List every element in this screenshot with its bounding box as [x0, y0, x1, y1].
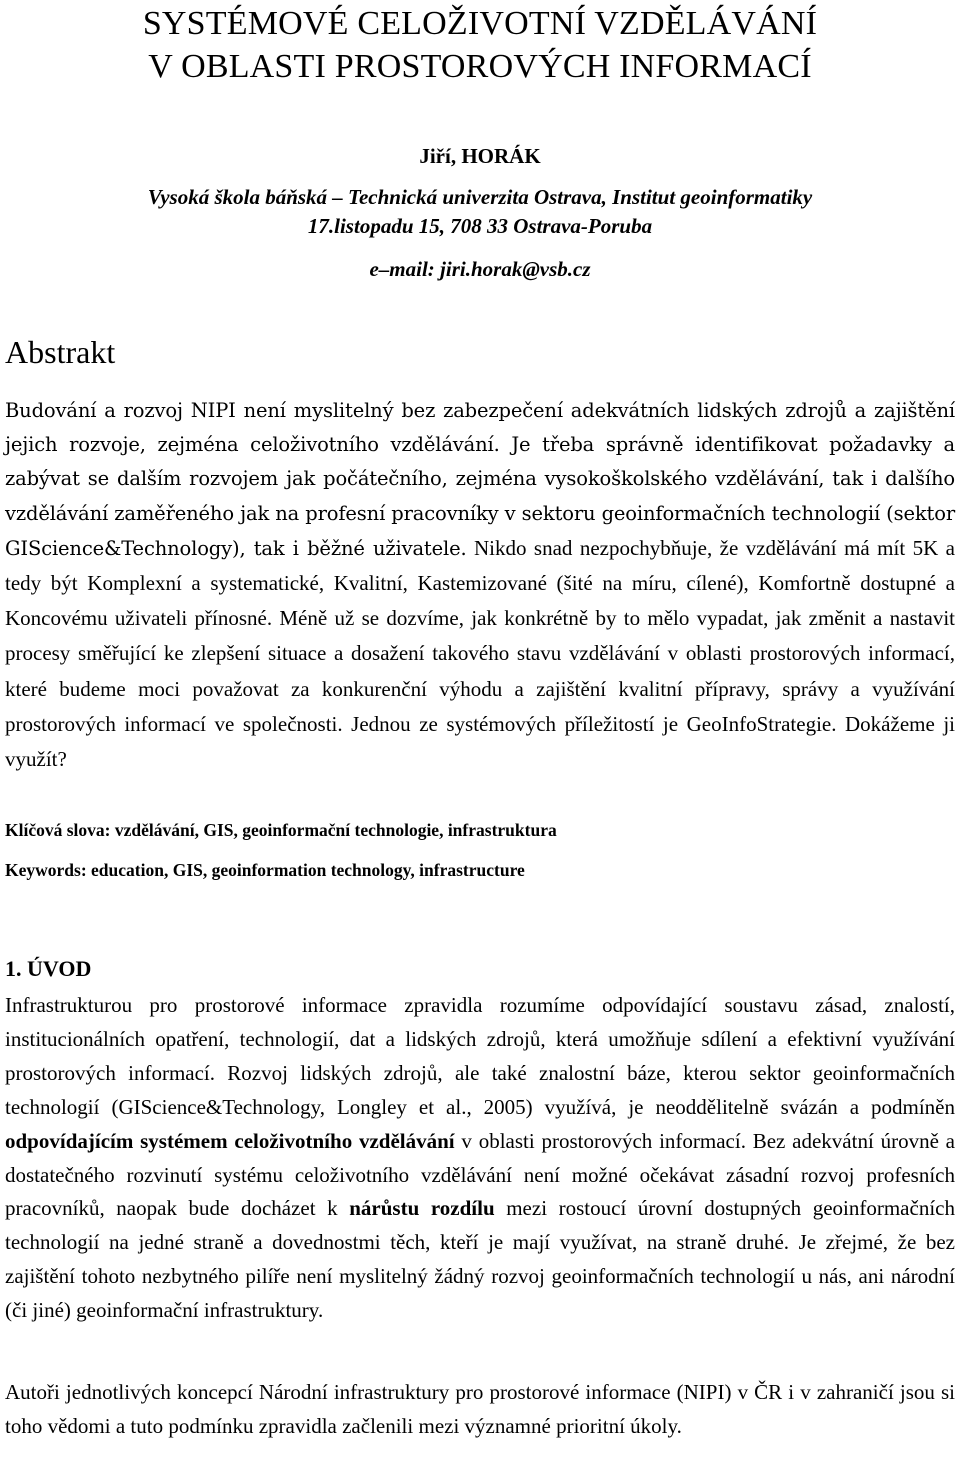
author-email: e–mail: jiri.horak@vsb.cz: [369, 257, 591, 281]
intro-paragraph-1: [5, 989, 955, 1328]
intro-p1-text-e: mezi rostoucí úrovní dostupných geoinformačních technologií na jedné straně a dovednostmi těch, kteří je mají využívat, na straně druhé. Je zřejmé, že bez zajištění tohoto nezbytného pilíře není myslitelný žádný rozvoj geoinformačních technologií u nás, ani národní (či jiné) geoinformační infrastruktury.: [5, 1196, 955, 1323]
intro-p1-text-c: v oblasti prostorových informací. Bez adekvátní úrovně a dostatečného rozvinutí systému celoživotního vzdělávání není možné očekávat zásadní rozvoj profesních pracovníků, naopak bude docházet k: [5, 1128, 955, 1221]
keywords-english: Keywords: education, GIS, geoinformation technology, infrastructure: [5, 860, 525, 880]
intro-p1-text-a: Infrastrukturou pro prostorové informace zpravidla rozumíme odpovídající soustavu zásad, znalostí, institucionálních opatření, technologií, dat a lidských zdrojů, která umožňuje sdílení a efektivní využívání prostorových informací. Rozvoj lidských zdrojů, ale také znalostní báze, kterou sektor geoinformačních technologií (GIScience&Technology, Longley et al., 2005) využívá, je neoddělitelně svázán a podmíněn: [5, 993, 955, 1119]
intro-p1-emphasis-1: odpovídajícím systémem celoživotního vzdělávání: [5, 1128, 455, 1153]
section-heading-intro: 1. ÚVOD: [5, 956, 92, 981]
abstract-text-part-1: Budování a rozvoj NIPI není myslitelný bez zabezpečení adekvátních lidských zdrojů a zajištění jejich rozvoje, zejména celoživotního vzdělávání. Je třeba správně identifikovat požadavky a zabývat se dalším rozvojem jak počátečního, zejména vysokoškolského vzdělávání, tak i dalšího vzdělávání zaměřeného jak na profesní pracovníky v sektoru geoinformačních technologií (sektor GIScience&Technology), tak i běžné uživatele.: [5, 399, 955, 560]
intro-p1-emphasis-2: nárůstu rozdílu: [349, 1196, 495, 1221]
author-affiliation: Vysoká škola báňská – Technická univerzita Ostrava, Institut geoinformatiky: [147, 185, 813, 209]
keywords-czech: Klíčová slova: vzdělávání, GIS, geoinformační technologie, infrastruktura: [5, 820, 557, 840]
abstract-text-part-2: Nikdo snad nezpochybňuje, že vzdělávání má mít 5K a tedy být Komplexní a systematické, Kvalitní, Kastemizované (šité na míru, cílené), Komfortně dostupné a Koncovému uživateli přínosné. Méně už se dozvíme, jak konkrétně by to mělo vypadat, jak změnit a nastavit procesy směřující ke zlepšení situace a dosažení takového stavu vzdělávání v oblasti prostorových informací, které budeme moci považovat za konkurenční výhodu a zajištění kvalitní přípravy, správy a využívání prostorových informací ve společnosti. Jednou ze systémových příležitostí je GeoInfoStrategie. Dokážeme ji využít?: [5, 535, 955, 772]
author-name: Jiří, HORÁK: [419, 144, 541, 168]
paper-title-line-2: V OBLASTI PROSTOROVÝCH INFORMACÍ: [148, 48, 812, 85]
paper-title-line-1: SYSTÉMOVÉ CELOŽIVOTNÍ VZDĚLÁVÁNÍ: [142, 5, 818, 42]
abstract-heading: Abstrakt: [5, 334, 116, 370]
abstract-text: [5, 394, 955, 777]
intro-paragraph-2: Autoři jednotlivých koncepcí Národní infrastruktury pro prostorové informace (NIPI) v ČR i v zahraničí jsou si toho vědomi a tuto podmínku zpravidla začlenili mezi významné prioritní úkoly.: [5, 1380, 955, 1438]
author-address: 17.listopadu 15, 708 33 Ostrava-Poruba: [307, 214, 653, 238]
